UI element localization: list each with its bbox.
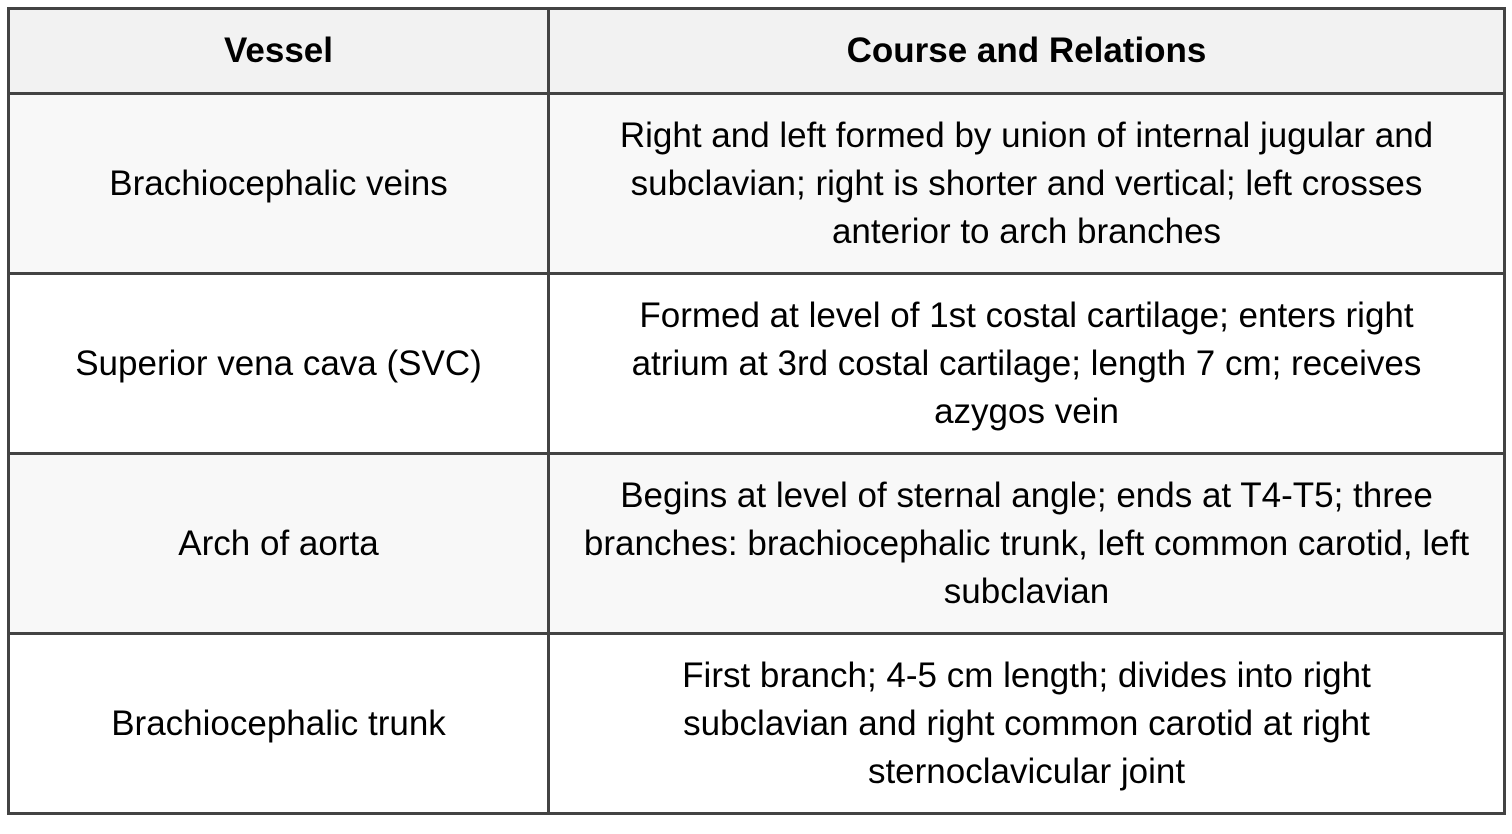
header-row: [9, 9, 1505, 94]
course-cell: Formed at level of 1st costal cartilage; enters right atrium at 3rd costal cartilage; length 7 cm; receives azygos vein: [549, 274, 1505, 454]
vessel-cell: Brachiocephalic veins: [9, 94, 549, 274]
header-course: Course and Relations: [549, 9, 1505, 94]
vessel-cell: Brachiocephalic trunk: [9, 634, 549, 814]
vessel-table: [7, 7, 1506, 815]
course-cell: Right and left formed by union of internal jugular and subclavian; right is shorter and vertical; left crosses anterior to arch branches: [549, 94, 1505, 274]
table-row: [9, 274, 1505, 454]
vessel-cell: Arch of aorta: [9, 454, 549, 634]
table-row: [9, 454, 1505, 634]
course-cell: First branch; 4-5 cm length; divides into right subclavian and right common carotid at right sternoclavicular joint: [549, 634, 1505, 814]
course-cell: Begins at level of sternal angle; ends at T4-T5; three branches: brachiocephalic trunk, left common carotid, left subclavian: [549, 454, 1505, 634]
header-vessel: Vessel: [9, 9, 549, 94]
table-row: [9, 634, 1505, 814]
table-row: [9, 94, 1505, 274]
vessel-cell: Superior vena cava (SVC): [9, 274, 549, 454]
